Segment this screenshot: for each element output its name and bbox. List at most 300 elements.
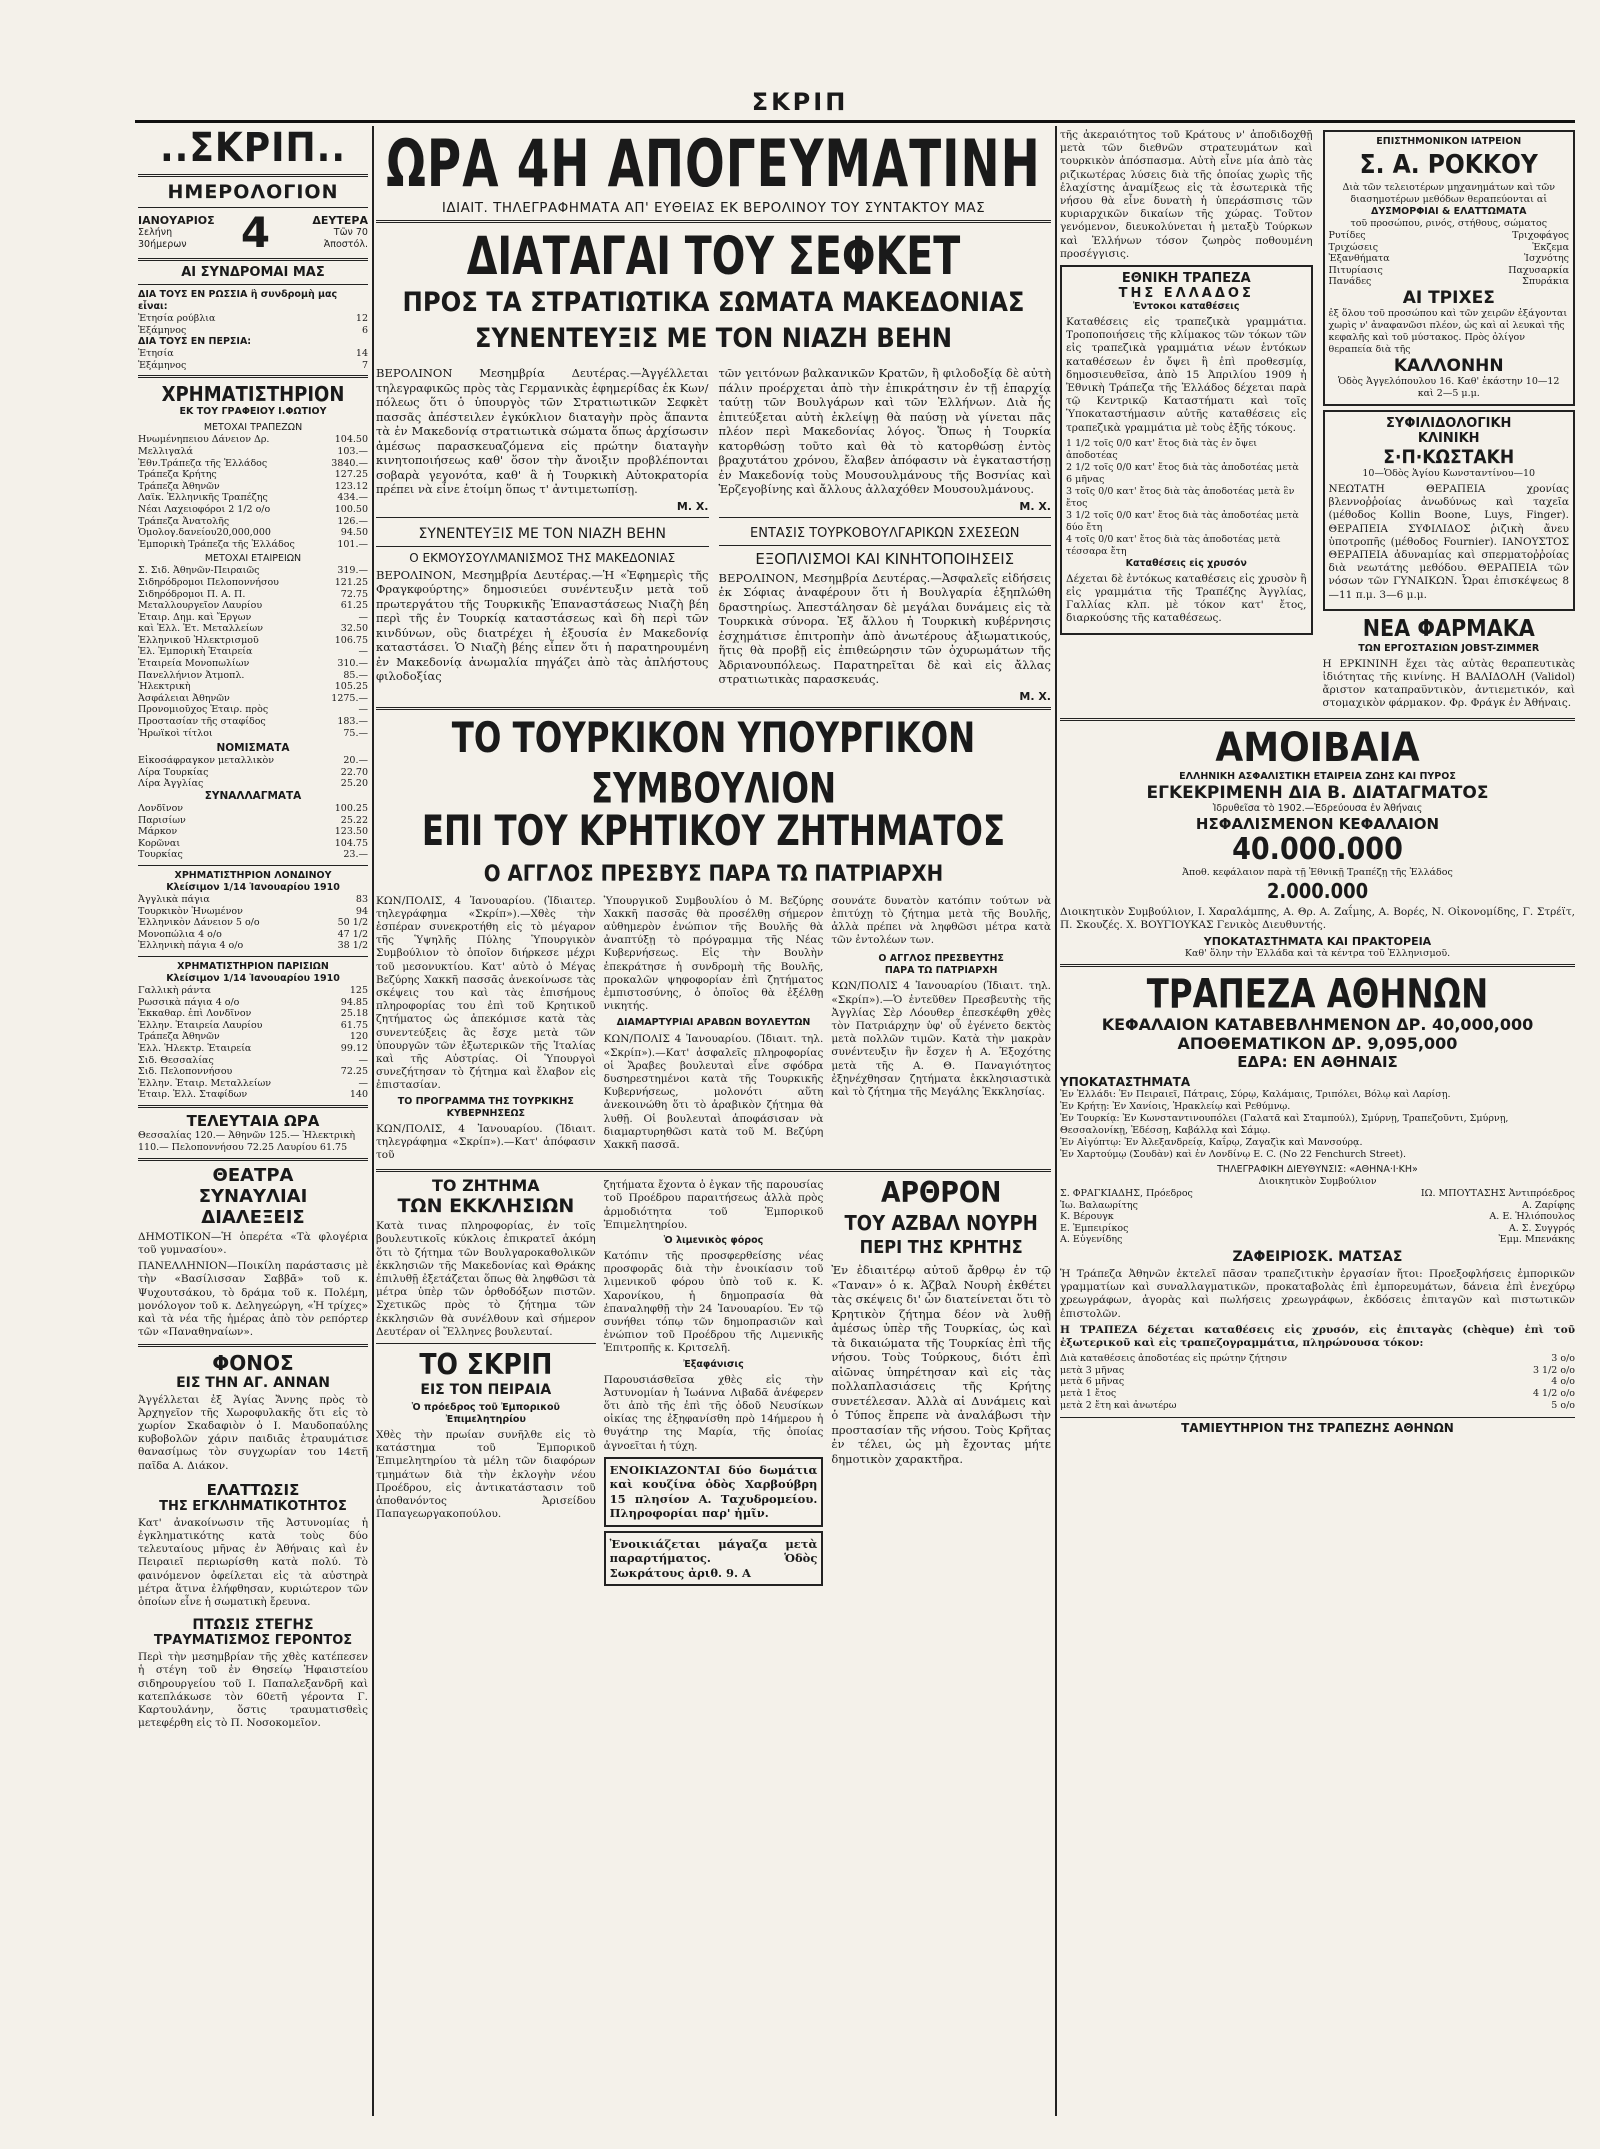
theatres-title: ΘΕΑΤΡΑ [212, 1164, 294, 1186]
cell: — [358, 1077, 368, 1089]
cell: 61.75 [340, 1019, 368, 1031]
ins-h3: ΕΓΚΕΚΡΙΜΕΝΗ ΔΙΑ Β. ΔΙΑΤΑΓΜΑΤΟΣ [1146, 782, 1489, 803]
cell: 123.12 [334, 480, 368, 492]
cell: 101.— [337, 538, 368, 550]
national-bank-ad [1060, 265, 1313, 635]
day-number: 4 [240, 208, 271, 257]
ins-h1: ΑΜΟΙΒΑΙΑ [1215, 724, 1420, 771]
ins-h6: Ἀποθ. κεφάλαιον παρὰ τῇ Ἐθνικῇ Τραπέζῃ τῆς Ἑλλάδος [1182, 866, 1453, 878]
cell: 38 1/2 [337, 940, 368, 952]
bank-section-2: Καταθέσεις εἰς χρυσόν [1125, 557, 1247, 569]
cell: 50 1/2 [337, 917, 368, 929]
doctor-addr: Ὁδὸς Ἀγγελόπουλου 16. Καθ' ἑκάστην 10—12 καὶ 2—5 μ.μ. [1338, 375, 1560, 399]
cell: 32.50 [340, 623, 368, 635]
clinic-text: ΝΕΩΤΑΤΗ ΘΕΡΑΠΕΙΑ χρονίας βλεννοῤῥοίας ἀνωδύνως καὶ ταχεῖα (μέθοδος Kollin Boone, Luys, Finger). ΘΕΡΑΠΕΙΑ ΣΥΦΙΛΙΔΟΣ ῥιζικὴ ἄνευ ὑποτροπῆς (μέθοδος Fournier). ΙΑΝΟΥΣΤΟΣ ΘΕΡΑΠΕΙΑ ἀδυναμίας καὶ σπερματοῤῥοίας διὰ νεωτάτης μεθόδου. ΘΕΡΑΠΕΙΑ τῶν νόσων τῶν ΓΥΝΑΙΚΩΝ. Ὧραι ἐπισκέψεως 8—11 π.μ. 3—6 μ.μ. [1328, 482, 1569, 601]
theatre-b: ΠΑΝΕΛΛΗΝΙΟΝ—Ποικίλη παράστασις μὲ τὴν «Βασίλισσαν Σαββᾶ» τοῦ κ. Ψυχουτσάκου, τὸ δράμα τοῦ κ. Πολέμη, μονόλογον τοῦ κ. Δεληγεώργη, «Ἡ τρίχες» καὶ τὰ νέα τῆς ἡμέρας ἀπὸ τὸν ρεπόρτερ τῶν «Παναθηναίων». [138, 1260, 368, 1339]
table-row [138, 504, 368, 516]
cell: Τράπεζα Κρήτης [138, 469, 217, 481]
cell: Νέαι Λαχειοφόροι 2 1/2 ο/ο [138, 503, 271, 515]
cell: Μάρκον [138, 826, 178, 838]
paris-list [138, 985, 368, 1101]
top-text: τῆς ἀκεραιότητος τοῦ Κράτους ν' ἀποδιδοχθῇ μετὰ τῶν διεθνῶν στρατευμάτων καὶ τουρκικὸν ἀπόσπασμα. Αὐτὴ εἶνε μία ἀπὸ τὰς ριζικωτέρας λύσεις διὰ τῆς ὁποίας χωρὶς τῆς ἐλαχίστης ἀναμίξεως εἰς τὰ ἐσωτερικὰ τῆς νήσου θὰ εἶνε δυνατὴ ἡ ὑπεράσπισις τῶν κυριαρχικῶν δικαίων τῆς χώρας. Τοῦτον γενόμενον, διευκολύνεται ἡ μεταξὺ Τούρκων καὶ Ἑλλήνων τόσον ζωηρὸς ποθουμένη προσέγγισις. [1060, 129, 1313, 260]
story4-col-b: Ὑπουργικοῦ Συμβουλίου ὁ Μ. Βεζύρης Χακκῆ πασσᾶς θὰ προσέλθῃ σήμερον αὐθημερὸν ἐνώπιον τῆς Βουλῆς θὰ ἀναπτύξῃ τὸ πρόγραμμα τῆς Νέας Κυβερνήσεως. Εἰς τὴν Βουλὴν ἐπεκράτησε ἡ συνδρομὴ τῆς Βουλῆς, προκαλῶν ψηφοφορίαν ἐπὶ ζητήματος ἐμπιστοσύνης, ὁ ὁποῖος θὰ ἐξέλθῃ νικητής. [603, 894, 824, 1013]
top-rule [135, 120, 1575, 123]
table-row [138, 1020, 368, 1032]
saint: Τῶν 70 Ἀποστόλ. [323, 227, 368, 250]
doctor-text3: ἐξ ὅλου τοῦ προσώπου καὶ τῶν χειρῶν ἐξάγονται χωρὶς ν' ἀναφανῶσι πλέον, ὡς καὶ αἱ λευκαὶ τῆς κεφαλῆς καὶ τοῦ μύστακος. Πρὸς ὀλίγον θεραπεία διὰ τῆς [1328, 307, 1568, 355]
cell: Προνομιοῦχος Ἑταιρ. πρὸς [138, 704, 269, 716]
exchange-title: ΧΡΗΜΑΤΙΣΤΗΡΙΟΝ [161, 382, 345, 407]
table-row [138, 906, 368, 918]
story1-right-text: τῶν γειτόνων βαλκανικῶν Κρατῶν, ἢ φιλοδοξίᾳ δὲ αὐτὴ πάλιν προέρχεται ἀπὸ τὴν ἐπικράτησιν ἐν τῇ ἐπαρχίᾳ ταύτῃ τῶν Βουλγάρων καὶ τῶν Ἑλλήνων. Διὰ ἧς ἐπιτεύξεται αὐτὴ ἐκλείψῃ θὰ παύσῃ νὰ γίνεται πᾶς πλέον περὶ Μακεδονίας λόγος. Ὅπως ἡ Τουρκία κατορθώσῃ τοῦτο καὶ θὰ τὸ κατορθώσῃ ἐντὸς βραχυτάτου χρόνου, ἔλαβεν ἀπόφασιν νὰ ἐγκαταστήσῃ ἐν Μακεδονίᾳ τοὺς Μουσουλμάνους τῆς Βοσνίας καὶ Ἑρζεγοβίνης καὶ ἄλλους ἀλλαχόθεν Μουσουλμάνους. [718, 366, 1051, 496]
table-row [138, 670, 368, 682]
cell: 100.50 [334, 503, 368, 515]
table-row [138, 849, 368, 861]
table-row [138, 940, 368, 952]
story3-text: ΒΕΡΟΛΙΝΟΝ, Μεσημβρία Δευτέρας.—Ἀσφαλεῖς εἰδήσεις ἐκ Σόφιας ἀναφέρουν ὅτι ἡ Βουλγαρία ἐξηπλώθη δραστηρίως. Ἀπεστάλησαν δὲ μεγάλαι δυνάμεις εἰς τὰ Τουρκικὰ σύνορα. Ἐξ ἄλλου ἡ Τουρκικὴ κυβέρνησις ἐσχημάτισε ἐπιτροπὴν ἀπὸ ἀνωτέρους ἀξιωματικούς, ἥτις θὰ προβῇ εἰς ἐπιθεώρησιν τῶν ὀχυρωμάτων τῆς Ἀδριανουπόλεως. Παρατηρεῖται δὲ καὶ εἰς ἄλλας στρατιωτικὰς παρασκευάς. [718, 570, 1051, 686]
center-column [376, 126, 1051, 2116]
story6-text: ζητήματα ἔχοντα ὁ ἐγκαν τῆς παρουσίας τοῦ Προέδρου παραιτήσεως ἀλλὰ πρὸς ἀρμοδιότητα τοῦ Ἐμπορικοῦ Ἐπιμελητηρίου. [603, 1179, 824, 1231]
table-row [138, 623, 368, 635]
table-row [138, 458, 368, 470]
cell: 94 [355, 905, 368, 917]
divider [1060, 964, 1575, 967]
bank2-text: Ἡ Τράπεζα Ἀθηνῶν ἐκτελεῖ πᾶσαν τραπεζιτικὴν ἐργασίαν ἤτοι: Προεξοφλήσεις ἐμπορικῶν γραμματίων καὶ συναλλαγματικῶν, προκαταβολὰς ἐπὶ ἐμπορευμάτων, δάνεια ἐπὶ ἐνεχύρῳ χρεωγράφων, ἀγορὰς καὶ πωλήσεις χρεωγράφων, ἐκδόσεις ἐπιταγῶν καὶ πιστωτικῶν ἐπιστολῶν. [1060, 1267, 1575, 1320]
subs-persia: ΔΙΑ ΤΟΥΣ ΕΝ ΠΕΡΣΙΑ: [138, 336, 252, 348]
left-column [138, 126, 368, 2116]
piraeus-headline: ΤΟ ΣΚΡΙΠ [419, 1347, 553, 1381]
theatre-a: ΔΗΜΟΤΙΚΟΝ—Ἡ ὀπερέτα «Τὰ φλογέρια τοῦ γυμνασίου». [138, 1230, 368, 1257]
cell: 3840.— [331, 457, 368, 469]
cell: Ε. Ἐμπειρίκος [1060, 1222, 1129, 1234]
subscription-row [138, 348, 368, 360]
cell: Κ. Βέρουγκ [1060, 1211, 1114, 1223]
rate-item: 3 τοῖς 0/0 κατ' ἔτος διὰ τὰς ἀποδοτέας μετὰ ἓν ἔτος [1066, 485, 1295, 509]
divider [376, 517, 709, 518]
cell: Τράπεζα Ἀθηνῶν [138, 1031, 220, 1043]
divider [138, 375, 368, 378]
piraeus-text: Χθὲς τὴν πρωίαν συνῆλθε εἰς τὸ κατάστημα τοῦ Ἐμπορικοῦ Ἐπιμελητηρίου τὰ μέλη τῶν διαφόρων τμημάτων διὰ τὴν ἐκλογὴν νέου Προέδρου, εἰς ἀντικατάστασιν τοῦ ἀποθανόντος Ἀρισείδου Παπαγεωργακοπούλου. [376, 1428, 596, 1521]
cell: Ἑλλην. Ἑταιρεία Λαυρίου [138, 1019, 263, 1031]
cell: Σιδ. Θεσσαλίας [138, 1054, 214, 1066]
doctor-h1: ΔΥΣΜΟΡΦΙΑΙ & ΕΛΑΤΤΩΜΑΤΑ [1371, 206, 1527, 217]
table-row [138, 693, 368, 705]
roof-subtitle: ΤΡΑΥΜΑΤΙΣΜΟΣ ΓΕΡΟΝΤΟΣ [153, 1633, 353, 1649]
branch-item: Ἐν Ἑλλάδι: Ἐν Πειραιεῖ, Πάτραις, Σύρῳ, Καλάμαις, Τριπόλει, Βόλῳ καὶ Λαρίσῃ. [1060, 1089, 1451, 1101]
ins-h2: ΕΛΛΗΝΙΚΗ ΑΣΦΑΛΙΣΤΙΚΗ ΕΤΑΙΡΕΙΑ ΖΩΗΣ ΚΑΙ ΠΥΡΟΣ [1179, 770, 1456, 782]
cell: Ἑξάμηνος [138, 359, 187, 371]
lower-stories [376, 1176, 1051, 1590]
cell: Ἠλεκτρικὴ [138, 681, 191, 693]
table-row [138, 469, 368, 481]
cell: Διὰ καταθέσεις ἀποδοτέας εἰς πρώτην ζήτησιν [1060, 1353, 1287, 1365]
banner-title: ΩΡΑ 4Η ΑΠΟΓΕΥΜΑΤΙΝΗ [386, 127, 1041, 203]
pharm-h1: ΝΕΑ ΦΑΡΜΑΚΑ [1362, 615, 1535, 642]
table-row [138, 646, 368, 658]
cell: 105.25 [334, 681, 368, 693]
doctor-name: Σ. Α. ΡΟΚΚΟΥ [1359, 150, 1538, 180]
story2-text: ΒΕΡΟΛΙΝΟΝ, Μεσημβρία Δευτέρας.—Ἡ «Ἐφημερὶς τῆς Φραγκφούρτης» δημοσιεύει συνέντευξιν μετὰ τοῦ πρωτεργάτου τῆς Τουρκικῆς Ἐπαναστάσεως Νιαζὴ βέη περὶ τῆς ἐν Τουρκίᾳ καταστάσεως καὶ δὴ περὶ τῶν κινδύνων, οὓς διατρέχει ἡ ἐξουσία ἐν Μακεδονίᾳ καταστάσει. Ὁ Νιαζὴ βέης εἶπεν ὅτι ἡ παρατηρουμένη ἐν Μακεδονίᾳ ἀνωμαλία πηγάζει ἀπὸ τὰς ἀπλήστους φιλοδοξίας [376, 567, 709, 683]
banks-title: ΜΕΤΟΧΑΙ ΤΡΑΠΕΖΩΝ [203, 422, 303, 434]
story4-headline: ΤΟ ΤΟΥΡΚΙΚΟΝ ΥΠΟΥΡΓΙΚΟΝ ΣΥΜΒΟΥΛΙΟΝ [451, 714, 976, 813]
ins-text2: Καθ' ὅλην τὴν Ἑλλάδα καὶ τὰ κέντρα τοῦ Ἑλληνισμοῦ. [1184, 948, 1451, 960]
cell: καὶ Ἑλλ. Ἑτ. Μεταλλείων [138, 623, 263, 635]
cell: Τριχοφάγος [1512, 230, 1569, 241]
cell: Ἐμμ. Μπενάκης [1498, 1234, 1575, 1246]
cell: Ἑλληνικὸν Δάνειον 5 ο/ο [138, 917, 260, 929]
cell: Σιδ. Πελοποννήσου [138, 1066, 233, 1078]
ins-h5: ΗΣΦΑΛΙΣΜΕΝΟΝ ΚΕΦΑΛΑΙΟΝ [1195, 814, 1440, 833]
story5-headline: ΤΟ ΖΗΤΗΜΑ [431, 1176, 540, 1196]
cell: 5 ο/ο [1551, 1399, 1575, 1411]
cell: Τουρκικὸν Ἡνωμένον [138, 905, 243, 917]
logo: ..ΣΚΡΙΠ.. [159, 126, 347, 171]
cell: Ἑλληνικοῦ Ἠλεκτρισμοῦ [138, 634, 259, 646]
story7-headline-3: ΠΕΡΙ ΤΗΣ ΚΡΗΤΗΣ [859, 1237, 1023, 1259]
cell: Ἐτησία [138, 348, 174, 360]
story1-signature-2: Μ. Χ. [1019, 499, 1051, 513]
companies-title: ΜΕΤΟΧΑΙ ΕΤΑΙΡΕΙΩΝ [204, 553, 302, 565]
ins-text: Διοικητικὸν Συμβούλιον, Ι. Χαραλάμπης, Α. Θρ. Α. Ζαΐμης, Α. Βορές, Ν. Οἰκονομίδης, Γ. Στρέϊτ, Π. Σκουζές. Χ. ΒΟΥΓΙΟΥΚΑΣ Γενικὸς Διευθυντής. [1060, 905, 1575, 931]
bank2-board [1060, 1188, 1575, 1246]
cell: 100.25 [334, 803, 368, 814]
fx-list [138, 803, 368, 861]
roof-title: ΠΤΩΣΙΣ ΣΤΕΓΗΣ [192, 1617, 314, 1634]
rate-item: 1 1/2 τοῖς 0/0 κατ' ἔτος διὰ τὰς ἐν ὄψει ἀποδοτέας [1066, 437, 1257, 461]
concerts-title: ΣΥΝΑΥΛΙΑΙ [198, 1185, 308, 1207]
coins-list [138, 755, 368, 790]
cell: 72.75 [340, 588, 368, 600]
bank2-mgr: ΖΑΦΕΙΡΙΟΣΚ. ΜΑΤΣΑΣ [1232, 1248, 1403, 1265]
doctor-h0: ΕΠΙΣΤΗΜΟΝΙΚΟΝ ΙΑΤΡΕΙΟΝ [1376, 136, 1522, 147]
cell: 4 1/2 ο/ο [1532, 1387, 1575, 1399]
rent-ad: ΕΝΟΙΚΙΑΖΟΝΤΑΙ δύο δωμάτια καὶ κουζίνα ὁδὸς Χαρβούβρη 15 πλησίον Α. Ταχυδρομείου. Πληροφορίαι παρ' ἡμῖν. [604, 1457, 824, 1527]
rent-ad-2: Ἐνοικιάζεται μάγαζα μετὰ παραρτήματος. Ὁδὸς Σωκράτους ἀριθ. 9. Α [604, 1531, 824, 1587]
story4-body [376, 892, 1051, 1166]
cell: 1275.— [331, 692, 368, 704]
paris-date: Κλείσιμον 1/14 Ἰανουαρίου 1910 [166, 972, 340, 984]
table-row [138, 589, 368, 601]
coins-title: ΝΟΜΙΣΜΑΤΑ [216, 742, 290, 755]
cell: Μελλιγαλά [138, 445, 193, 457]
story1-body [376, 363, 1051, 703]
ins-amount: 40.000.000 [1232, 831, 1403, 867]
cell: Ἀσφάλειαι Ἀθηνῶν [138, 692, 230, 704]
story1-headline-2: ΠΡΟΣ ΤΑ ΣΤΡΑΤΙΩΤΙΚΑ ΣΩΜΑΤΑ ΜΑΚΕΔΟΝΙΑΣ [402, 287, 1025, 318]
subs-list-2 [138, 348, 368, 371]
weekday: ΔΕΥΤΕΡΑ [312, 214, 368, 227]
cell: Λίρα Τουρκίας [138, 766, 209, 778]
crime-subtitle: ΤΗΣ ΕΓΚΛΗΜΑΤΙΚΟΤΗΤΟΣ [159, 1498, 347, 1514]
cell: — [358, 611, 368, 623]
london-list [138, 894, 368, 952]
arab-deputies-headline: ΔΙΑΜΑΡΤΥΡΙΑΙ ΑΡΑΒΩΝ ΒΟΥΛΕΥΤΩΝ [616, 1017, 811, 1029]
ins-amount-2: 2.000.000 [1266, 878, 1369, 903]
table-row [138, 516, 368, 528]
divider [138, 865, 368, 866]
rate-item: 4 τοῖς 0/0 κατ' ἔτος διὰ τὰς ἀποδοτέας μετὰ τέσσαρα ἔτη [1066, 533, 1281, 557]
story1-left-text: ΒΕΡΟΛΙΝΟΝ Μεσημβρία Δευτέρας.—Ἀγγέλλεται τηλεγραφικῶς πρὸς τὰς Γερμανικὰς ἐφημερίδας ἐκ Κων/πόλεως ὅτι ὁ ὑπουργὸς τῶν Στρατιωτικῶν Σεφκὲτ πασσᾶς ἀπέστειλεν ἐγκύκλιον διαταγὴν πρὸς ἅπαντα τὰ ἐν Μακεδονίᾳ στρατιωτικὰ σώματα ὅπως ἀρχίσωσιν ἀμέσως παρασκευαζόμενα εἰς πρώτην διαταγὴν κινητοποιήσεως καθ' ὅσον τὴν ἄνοιξιν προβλέπονται σοβαρὰ γεγονότα, καθ' ἃ ἡ Τουρκικὴ Αὐτοκρατορία πρέπει νὰ εἶνε ἑτοίμη ὅπως τ' ἀντιμετωπίσῃ. [376, 366, 709, 496]
bank2-board-title: Διοικητικὸν Συμβούλιον [1258, 1176, 1377, 1188]
cell: Προστασίαν τῆς σταφίδος [138, 716, 266, 728]
cell: Παχυσαρκία [1508, 264, 1569, 276]
table-row [138, 826, 368, 838]
branch-item: Ἐν Χαρτούμῳ (Σουδὰν) καὶ ἐν Λονδίνῳ E. C. (No 22 Fenchurch Street). [1060, 1149, 1407, 1161]
cell: Κορῶναι [138, 837, 181, 849]
murder-text: Ἀγγέλλεται ἐξ Ἁγίας Ἄννης πρὸς τὸ Ἀρχηγεῖον τῆς Χωροφυλακῆς ὅτι εἰς τὸ χωρίον Σκαδαφιὸν ὁ Ι. Μαυδοπαύλης κυβοβολῶν χάριν παιδιᾶς ἐτραυμάτισε θανασίμως τὸν συγχωρίαν του 14ετῆ παῖδα Α. Διάκον. [138, 1393, 368, 1472]
divider [376, 546, 709, 547]
murder-title: ΦΟΝΟΣ [212, 1350, 294, 1375]
story1-headline-3: ΣΥΝΕΝΤΕΥΞΙΣ ΜΕ ΤΟΝ ΝΙΑΖΗ ΒΕΗΝ [474, 323, 953, 354]
cell: 3 ο/ο [1551, 1353, 1575, 1365]
cell: Ἐλληνικὴ πάγια 4 ο/ο [138, 940, 244, 952]
doctor-ad [1323, 130, 1576, 406]
table-row [138, 815, 368, 827]
rate-row [1060, 1376, 1575, 1388]
doctor-h3: ΚΑΛΛΟΝΗΝ [1393, 355, 1504, 376]
cell: Πανελλήνιον Ἀτμοπλ. [138, 669, 245, 681]
insurance-ad [1060, 725, 1575, 960]
bank2-h1: ΤΡΑΠΕΖΑ ΑΘΗΝΩΝ [1146, 972, 1489, 1018]
divider [138, 174, 368, 177]
cell: 6 [361, 324, 368, 336]
cell: 83 [355, 893, 368, 905]
cell: Ἐκζεμα [1532, 241, 1569, 253]
cell: — [358, 646, 368, 658]
cell: 75.— [343, 727, 368, 739]
bank2-branches [1060, 1089, 1575, 1161]
divider [138, 956, 368, 957]
table-row [138, 704, 368, 716]
cell: μετὰ 2 ἔτη καὶ ἀνωτέρω [1060, 1399, 1177, 1411]
cell: Πιτυρίασις [1328, 264, 1383, 276]
table-row [138, 929, 368, 941]
bank2-h3: ΑΠΟΘΕΜΑΤΙΚΟΝ ΔΡ. 9,095,000 [1177, 1034, 1458, 1054]
table-row [138, 434, 368, 446]
right-top [1060, 126, 1575, 714]
cell: 22.70 [340, 766, 368, 778]
ins-h4: Ἱδρυθεῖσα τὸ 1902.—Ἑδρεύουσα ἐν Ἀθήναις [1212, 802, 1423, 814]
bank-section: Ἐντοκοι καταθέσεις [1132, 301, 1240, 313]
rate-row [1060, 1353, 1575, 1365]
cell: Πανάδες [1328, 276, 1372, 288]
last-hour-title: ΤΕΛΕΥΤΑΙΑ ΩΡΑ [186, 1111, 320, 1130]
table-row [138, 1055, 368, 1067]
doctor-text: Διὰ τῶν τελειοτέρων μηχανημάτων καὶ τῶν διασημοτέρων μεθόδων θεραπεύονται αἱ [1342, 182, 1555, 205]
pharm-h2: ΤΩΝ ΕΡΓΟΣΤΑΣΙΩΝ JOBST-ZIMMER [1358, 642, 1540, 654]
cell: Μονοπώλια 4 ο/ο [138, 928, 222, 940]
story6-sub: Ὁ λιμενικὸς φόρος [663, 1234, 764, 1246]
board-row [1060, 1200, 1575, 1212]
story4-col-a: ΚΩΝ/ΠΟΛΙΣ, 4 Ἰανουαρίου. (Ἰδιαιτερ. τηλεγράφημα «Σκρίπ»).—Χθὲς τὴν ἑσπέραν συνεκροτήθη εἰς τὸ μέγαρον τῆς Ὑψηλῆς Πύλης Ὑπουργικὸν Συμβούλιον τὸ ὁποῖον διήρκεσε μέχρι τοῦ μεσονυκτίου. Κατ' αὐτὸ ὁ Μέγας Βεζύρης Χακκῆ πασσᾶς ἀνεκοίνωσε τὰς σκέψεις του καὶ τὰς ἐπισήμους πληροφορίας του ἐπὶ τοῦ Κρητικοῦ ζητήματος ὡς ἀπεκόμισε κατὰ τὰς συνεντεύξεις ἃς ἔσχε μετὰ τῶν ὑπουργῶν τῶν ἐξωτερικῶν τῆς Ἰταλίας καὶ τῆς Αὐστρίας. Οἱ Ὑπουργοὶ συνεζήτησαν τὸ ζήτημα καὶ ἔλαβον εἰς ἐπιστασίαν. [376, 894, 596, 1092]
cell: Ὁμολογ.δανείου20,000,000 [138, 527, 271, 539]
cell: 4 ο/ο [1551, 1376, 1575, 1388]
cell: Ηνωμένηπειου Δάνειον Δρ. [138, 434, 270, 446]
story1-headline: ΔΙΑΤΑΓΑΙ ΤΟΥ ΣΕΦΚΕΤ [466, 225, 961, 287]
divider [138, 1344, 368, 1347]
cell: 25.20 [340, 778, 368, 790]
board-row [1060, 1211, 1575, 1223]
story4-col-c2: ΚΩΝ/ΠΟΛΙΣ 4 Ἰανουαρίου (Ἰδιαιτ. τηλ. «Σκρίπ»).—Ὁ ἐντεῦθεν Πρεσβευτὴς τῆς Ἀγγλίας Σὲρ Λόουθερ ἐπεσκέφθη χθὲς τὸν Πατριάρχην ὑφ' οὗ ἐγένετο δεκτὸς μετὰ πολλῶν τιμῶν. Κατὰ τὴν μακρὰν συνέντευξιν ἣν ἔσχεν ἡ Α. Ἐξοχότης μετὰ τῆς Α. Θ. Παναγιότητος ἐξηνέχθησαν ζητήματα ἐκκλησιαστικὰ καὶ τὸ ζήτημα τῆς Μεγάλης Ἐκκλησίας. [831, 980, 1051, 1098]
story3-headline: ΕΝΤΑΣΙΣ ΤΟΥΡΚΟΒΟΥΛΓΑΡΙΚΩΝ ΣΧΕΣΕΩΝ [750, 525, 1020, 541]
bank2-h2: ΚΕΦΑΛΑΙΟΝ ΚΑΤΑΒΕΒΛΗΜΕΝΟΝ ΔΡ. 40,000,000 [1101, 1015, 1534, 1035]
cell: Ἐμπορικὴ Τράπεζα τῆς Ἑλλάδος [138, 538, 295, 550]
cell: 3 1/2 ο/ο [1532, 1364, 1575, 1376]
story4-headline-2: ΕΠΙ ΤΟΥ ΚΡΗΤΙΚΟΥ ΖΗΤΗΜΑΤΟΣ [421, 807, 1006, 855]
cell: Ἀγγλικὰ πάγια [138, 893, 210, 905]
table-row [138, 716, 368, 728]
piraeus-headline-2: ΕΙΣ ΤΟΝ ΠΕΙΡΑΙΑ [420, 1381, 552, 1398]
crime-text: Κατ' ἀνακοίνωσιν τῆς Ἀστυνομίας ἡ ἐγκληματικότης κατὰ τοὺς δύο τελευταίους μῆνας ἐν Ἀθήναις καὶ ἐν Πειραιεῖ περιωρίσθη κατὰ πολύ. Τὸ φαινόμενον ὀφείλεται εἰς τὰ αὐστηρὰ μέτρα ἅτινα ἐλήφθησαν, κυριώτερον τῶν ὁποίων εἶνε ἡ σωματικὴ ἔρευνα. [138, 1516, 368, 1608]
roof-text: Περὶ τὴν μεσημβρίαν τῆς χθὲς κατέπεσεν ἡ στέγη τοῦ ἐν Θησείῳ Ἡφαιστείου σιδηρουργείου τοῦ Ι. Παπαλεξανδρῆ καὶ κατεπλάκωσε τὸν 60ετῆ γέροντα Γ. Καρτουλάνην, ὅστις τραυματισθεὶς μετεφέρθη εἰς τὸ Π. Νοσοκομεῖον. [138, 1651, 368, 1730]
table-row [138, 492, 368, 504]
doctor-list [1329, 230, 1570, 288]
table-row [138, 894, 368, 906]
cell: Ἰσχνότης [1524, 253, 1569, 265]
table-row [138, 1078, 368, 1090]
cell: 310.— [337, 658, 368, 670]
crime-title: ΕΛΑΤΤΩΣΙΣ [206, 1480, 300, 1499]
ambassador-headline-2: ΠΑΡΑ ΤΩ ΠΑΤΡΙΑΡΧΗ [884, 965, 998, 977]
story7-headline: ΑΡΘΡΟΝ [881, 1176, 1002, 1210]
banks-list [138, 434, 368, 550]
lectures-title: ΔΙΑΛΕΞΕΙΣ [201, 1206, 305, 1228]
table-row [138, 446, 368, 458]
table-row [138, 1089, 368, 1101]
cell: — [358, 704, 368, 716]
cell: Ἑταιρεία Μονοπωλίων [138, 658, 250, 670]
doctor-text2: τοῦ προσώπου, ρινός, στήθους, σώματος [1350, 218, 1548, 229]
cell: μετὰ 6 μῆνας [1060, 1376, 1125, 1388]
right-columns [1060, 126, 1575, 2116]
divider [1060, 718, 1575, 721]
bank2-footer: ΤΑΜΙΕΥΤΗΡΙΟΝ ΤΗΣ ΤΡΑΠΕΖΗΣ ΑΘΗΝΩΝ [1060, 1417, 1575, 1435]
cell: Α. Ζαρίφης [1522, 1199, 1575, 1211]
clinic-name: Σ·Π·ΚΩΣΤΑΚΗ [1383, 445, 1515, 468]
cell: 12 [355, 313, 368, 324]
exchange-sub: ΕΚ ΤΟΥ ΓΡΑΦΕΙΟΥ Ι.ΦΩΤΙΟΥ [179, 406, 327, 418]
table-row [138, 539, 368, 551]
cell: 126.— [337, 515, 368, 527]
divider [376, 707, 1051, 710]
subs-russia: ΔΙΑ ΤΟΥΣ ΕΝ ΡΩΣΣΙΑ ἢ συνδρομὴ μας εἶναι: [138, 289, 338, 312]
cell: Τράπεζα Ἀνατολῆς [138, 515, 230, 527]
branch-item: Ἐν Τουρκίᾳ: Ἐν Κωνσταντινουπόλει (Γαλατᾶ καὶ Σταμπούλ), Σμύρνῃ, Τραπεζοῦντι, Σμύρνῃ, Θεσσαλονίκῃ, Ἐδέσσῃ, Καβάλλᾳ καὶ Σάμῳ. [1060, 1113, 1509, 1137]
cell: Σιδηρόδρομοι Πελοποννήσου [138, 576, 279, 588]
condition-row [1329, 253, 1570, 265]
cell: Λαϊκ. Ἑλληνικῆς Τραπέζης [138, 492, 268, 504]
cell: Σ. ΦΡΑΓΚΙΑΔΗΣ, Πρόεδρος [1060, 1188, 1193, 1200]
paris-title: ΧΡΗΜΑΤΙΣΤΗΡΙΟΝ ΠΑΡΙΣΙΩΝ [177, 960, 329, 972]
cell: 127.25 [334, 469, 368, 481]
cell: 125 [349, 984, 368, 996]
bank2-h5: ΥΠΟΚΑΤΑΣΤΗΜΑΤΑ [1060, 1075, 1191, 1090]
cell: 103.— [337, 445, 368, 457]
board-row [1060, 1234, 1575, 1246]
board-row [1060, 1188, 1575, 1200]
cell: 94.85 [340, 996, 368, 1008]
cell: Παρισίων [138, 814, 186, 826]
cell: Γαλλικὴ ράντα [138, 984, 211, 996]
month: ΙΑΝΟΥΑΡΙΟΣ [138, 214, 215, 227]
doctor-h2: ΑΙ ΤΡΙΧΕΣ [1402, 287, 1495, 308]
cell: Ρωσσικὰ πάγια 4 ο/ο [138, 996, 240, 1008]
cell: 99.12 [340, 1042, 368, 1054]
cell: 72.25 [340, 1066, 368, 1078]
cell: Ἑταιρ. Δημ. καὶ Ἔργων [138, 611, 252, 623]
table-row [138, 917, 368, 929]
table-row [138, 985, 368, 997]
story4-col-a2: ΚΩΝ/ΠΟΛΙΣ, 4 Ἰανουαρίου. (Ἰδιαιτ. τηλεγράφημα «Σκρίπ»).—Κατ' ἀπόφασιν τοῦ [376, 1122, 596, 1161]
london-title: ΧΡΗΜΑΤΙΣΤΗΡΙΟΝ ΛΟΝΔΙΝΟΥ [174, 869, 332, 881]
subs-list-1 [138, 313, 368, 336]
bank2-h6: Η ΤΡΑΠΕΖΑ δέχεται καταθέσεις εἰς χρυσόν, εἰς ἐπιταγὰς (chèque) ἐπὶ τοῦ ἐξωτερικοῦ καὶ εἰς τραπεζογραμμάτια, πληρώνουσα τόκον: [1060, 1323, 1575, 1349]
divider [376, 220, 1051, 223]
table-row [138, 600, 368, 612]
cell: Ἰω. Βαλαωρίτης [1060, 1199, 1138, 1211]
cell: Λίρα Ἀγγλίας [138, 778, 204, 790]
cell: — [358, 1054, 368, 1066]
cell: 104.75 [334, 837, 368, 849]
cell: Ἑλλ. Ἠλεκτρ. Ἑταιρεία [138, 1042, 252, 1054]
clinic-h1: ΚΛΙΝΙΚΗ [1417, 430, 1480, 446]
story2-headline: ΣΥΝΕΝΤΕΥΞΙΣ ΜΕ ΤΟΝ ΝΙΑΖΗ ΒΕΗΝ [418, 525, 666, 542]
table-row [138, 612, 368, 624]
story2-headline-2: Ο ΕΚΜΟΥΣΟΥΛΜΑΝΙΣΜΟΣ ΤΗΣ ΜΑΚΕΔΟΝΙΑΣ [409, 550, 676, 565]
cell: Α. Σ. Συγγρός [1508, 1222, 1575, 1234]
pharm-ad [1323, 615, 1576, 711]
bank-text-2: Δέχεται δὲ ἐντόκως καταθέσεις εἰς χρυσὸν ἢ εἰς γραμμάτια τῆς Τραπέζης Ἀγγλίας, Γαλλίας κλπ. μὲ τόκον κατ' ἔτος, διαρκούσης τῆς καταθέσεως. [1066, 572, 1307, 625]
rate-row [1060, 1365, 1575, 1377]
cell: 434.— [337, 492, 368, 504]
cell: 23.— [343, 849, 368, 861]
cell: Σιδηρόδρομοι Π. Α. Π. [138, 588, 246, 600]
murder-subtitle: ΕΙΣ ΤΗΝ ΑΓ. ΑΝΝΑΝ [176, 1374, 330, 1391]
table-row [138, 803, 368, 815]
divider [719, 517, 1052, 518]
cell: Σπυράκια [1522, 276, 1569, 288]
cell: Λονδῖνον [138, 803, 184, 814]
cell: 25.18 [340, 1008, 368, 1020]
cell: Ἠρωϊκοὶ τίτλοι [138, 727, 213, 739]
story7-text: Ἐν ἐδιαιτέρῳ αὐτοῦ ἄρθρῳ ἐν τῷ «Ταναν» ὁ κ. Ἀζβαλ Νουρὴ ἐκθέτει τὰς σκέψεις δι' ὧν διατείνεται ὅτι τὸ Κρητικὸν ζήτημα δέον νὰ λυθῇ ἀμέσως ὑπὲρ τῆς Τουρκίας, ὡς καὶ τὰ δικαιώματα τῆς Τουρκίας ἐπὶ τῆς νήσου. Τοὺς Τούρκους, διότι ἐπὶ αἰῶνας ὑπηρέτησαν καὶ εἰς τὰς πολλαπλασιάσεις τῆς Κρήτης συνετέλεσαν. Ἀλλὰ αἱ Δυνάμεις καὶ ὁ Τύπος ἔπρεπε νὰ ἀναλάβωσι τὴν προστασίαν τῆς νήσου. Τοὺς Κρῆτας ἐν τέλει, ὡς μὴ ἔχοντας μήτε δημοτικὸν χαρακτῆρα. [831, 1263, 1051, 1466]
cell: Ρυτίδες [1328, 230, 1366, 241]
london-date: Κλείσιμον 1/14 Ἰανουαρίου 1910 [166, 881, 340, 893]
cell: μετὰ 1 ἔτος [1060, 1387, 1117, 1399]
table-row [138, 778, 368, 790]
divider [138, 1158, 368, 1161]
banner-subtitle: ΙΔΙΑΙΤ. ΤΗΛΕΓΡΑΦΗΜΑΤΑ ΑΠ' ΕΥΘΕΙΑΣ ΕΚ ΒΕΡΟΛΙΝΟΥ ΤΟΥ ΣΥΝΤΑΚΤΟΥ ΜΑΣ [441, 200, 986, 216]
last-hour-text: Θεσσαλίας 120.— Ἀθηνῶν 125.— Ἠλεκτρικὴ 110.— Πελοποννήσου 72.25 Λαυρίου 61.75 [138, 1129, 356, 1153]
table-row [138, 635, 368, 647]
cell: ΙΩ. ΜΠΟΥΤΑΣΗΣ Ἀντιπρόεδρος [1420, 1188, 1575, 1200]
cell: 106.75 [334, 634, 368, 646]
clinic-addr: 10—Ὁδὸς Ἁγίου Κωνσταντίνου—10 [1362, 467, 1536, 479]
cell: Μεταλλουργεῖον Λαυρίου [138, 600, 263, 612]
cell: 121.25 [334, 576, 368, 588]
subscription-row [138, 360, 368, 372]
divider [376, 1343, 596, 1344]
story4-col-c: σουνάτε δυνατὸν κατόπιν τούτων νὰ ἐπιτύχῃ τὸ ζήτημα μετὰ τῆς Βουλῆς, ἀλλὰ πρέπει νὰ ληφθῶσι μέτρα κατὰ τῶν ἐντολέων των. [831, 894, 1051, 947]
table-row [138, 565, 368, 577]
subscription-row [138, 313, 368, 325]
subscription-row [138, 325, 368, 337]
story3-signature: Μ. Χ. [1019, 689, 1051, 703]
cell: Σ. Σιδ. Ἀθηνῶν-Πειραιῶς [138, 565, 260, 577]
cell: 140 [349, 1089, 368, 1101]
pharm-text: Η ΕΡΚΙΝΙΝΗ ἔχει τὰς αὐτὰς θεραπευτικὰς ἰδιότητας τῆς κινίνης. Η ΒΑΛΙΔΟΛΗ (Validol) ἄριστον καταπραϋντικὸν, ἀντιεμετικόν, καὶ στομαχικὸν φάρμακον. Φρ. Φράγκ ἐν Ἀθήναις. [1322, 657, 1575, 710]
story6-text3: Παρουσιάσθεῖσα χθὲς εἰς τὴν Ἀστυνομίαν ἡ Ἰωάννα Λιβαδᾶ ἀνέφερεν ὅτι ἀπὸ τῆς ἐπὶ τῆς ὁδοῦ Νευσίκων οἰκίας της ἐξηφανίσθη πρὸ 14ήμερου ἡ θυγάτηρ της Μαρία, τῆς ὁποίας ἀγνοεῖται ἡ τύχη. [603, 1373, 824, 1452]
